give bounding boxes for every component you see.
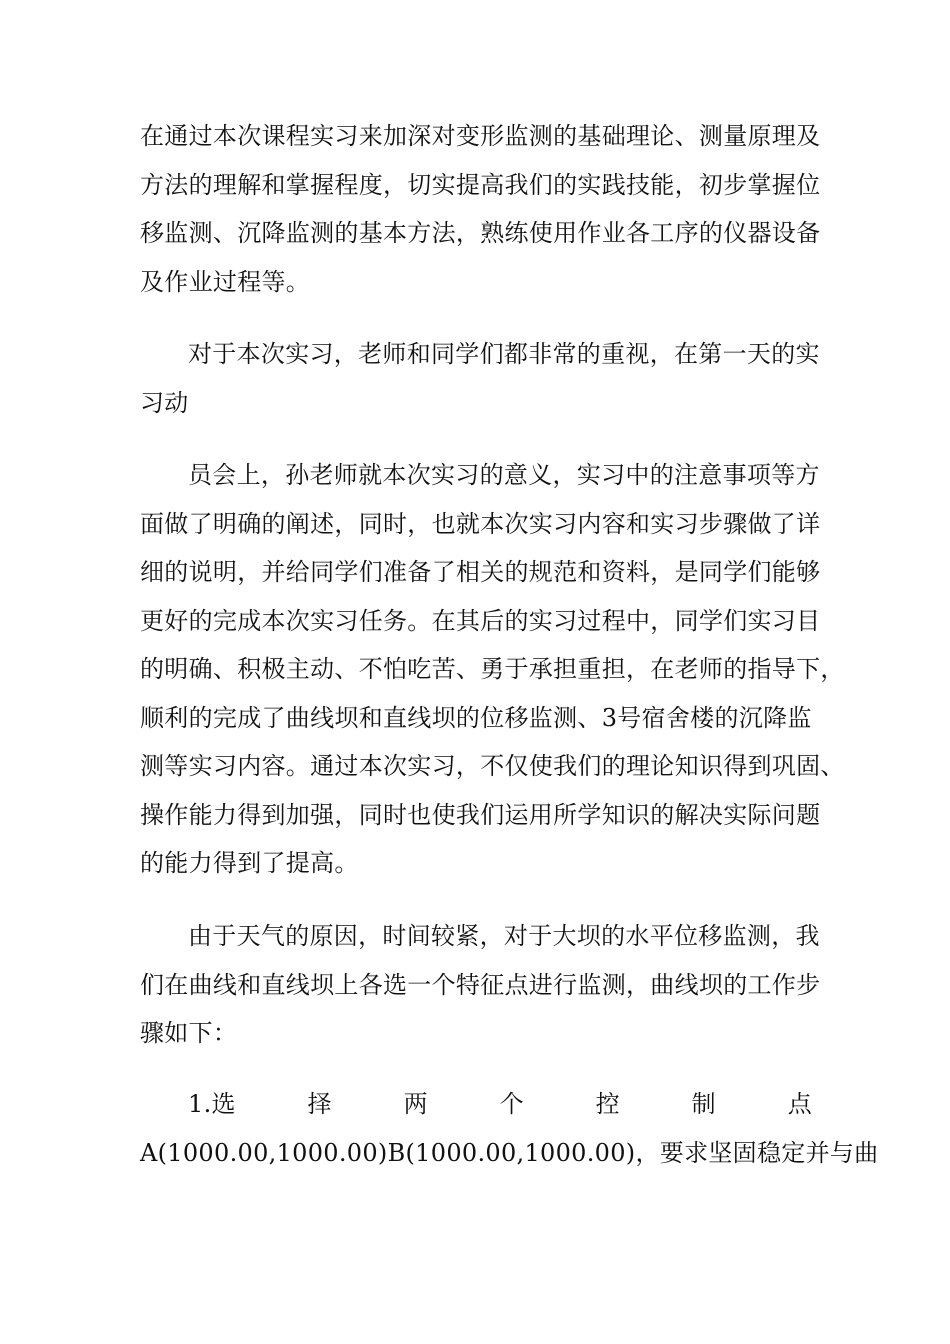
paragraph-process	[140, 451, 845, 888]
text-line: 习动	[140, 388, 189, 417]
text-line: 测等实习内容。通过本次实习，不仅使我们的理论知识得到巩固、	[140, 752, 845, 780]
text-line: 的明确、积极主动、不怕吃苦、勇于承担重担，在老师的指导下，	[140, 655, 845, 683]
text-word: 点	[787, 1090, 812, 1118]
text-line: 们在曲线和直线坝上各选一个特征点进行监测，曲线坝的工作步	[140, 970, 821, 999]
text-line: 操作能力得到加强，同时也使我们运用所学知识的解决实际问题	[140, 800, 821, 829]
text-line: 在通过本次课程实习来加深对变形监测的基础理论、测量原理及	[140, 122, 821, 150]
text-line: 由于天气的原因，时间较紧，对于大坝的水平位移监测，我	[188, 922, 820, 950]
paragraph-intro	[140, 112, 821, 306]
text-line: 移监测、沉降监测的基本方法，熟练使用作业各工序的仪器设备	[140, 219, 821, 247]
paragraph-importance	[140, 330, 820, 427]
text-line: 顺利的完成了曲线坝和直线坝的位移监测、3号宿舍楼的沉降监	[140, 703, 812, 732]
text-line: 的能力得到了提高。	[140, 849, 359, 877]
text-word: 两	[403, 1090, 428, 1118]
text-line: 骤如下：	[140, 1019, 238, 1047]
text-line: 对于本次实习，老师和同学们都非常的重视，在第一天的实	[188, 340, 820, 368]
text-word: 择	[307, 1090, 332, 1118]
text-word: 1.选	[188, 1090, 236, 1118]
paragraph-step-1	[140, 1080, 879, 1177]
text-line: 更好的完成本次实习任务。在其后的实习过程中，同学们实习目	[140, 606, 821, 635]
text-line: 及作业过程等。	[140, 267, 311, 296]
text-word: 制	[691, 1090, 716, 1118]
paragraph-weather	[140, 912, 821, 1058]
text-line: 员会上，孙老师就本次实习的意义，实习中的注意事项等方	[188, 461, 820, 489]
text-line: 方法的理解和掌握程度，切实提高我们的实践技能，初步掌握位	[140, 170, 821, 199]
text-line: A(1000.00,1000.00)B(1000.00,1000.00)，要求坚固稳定并与曲	[140, 1138, 879, 1167]
text-word: 控	[595, 1090, 620, 1118]
text-line: 细的说明，并给同学们准备了相关的规范和资料，是同学们能够	[140, 558, 821, 586]
text-line: 面做了明确的阐述，同时，也就本次实习内容和实习步骤做了详	[140, 509, 821, 538]
text-word: 个	[499, 1090, 524, 1118]
spread-line	[140, 1080, 812, 1129]
